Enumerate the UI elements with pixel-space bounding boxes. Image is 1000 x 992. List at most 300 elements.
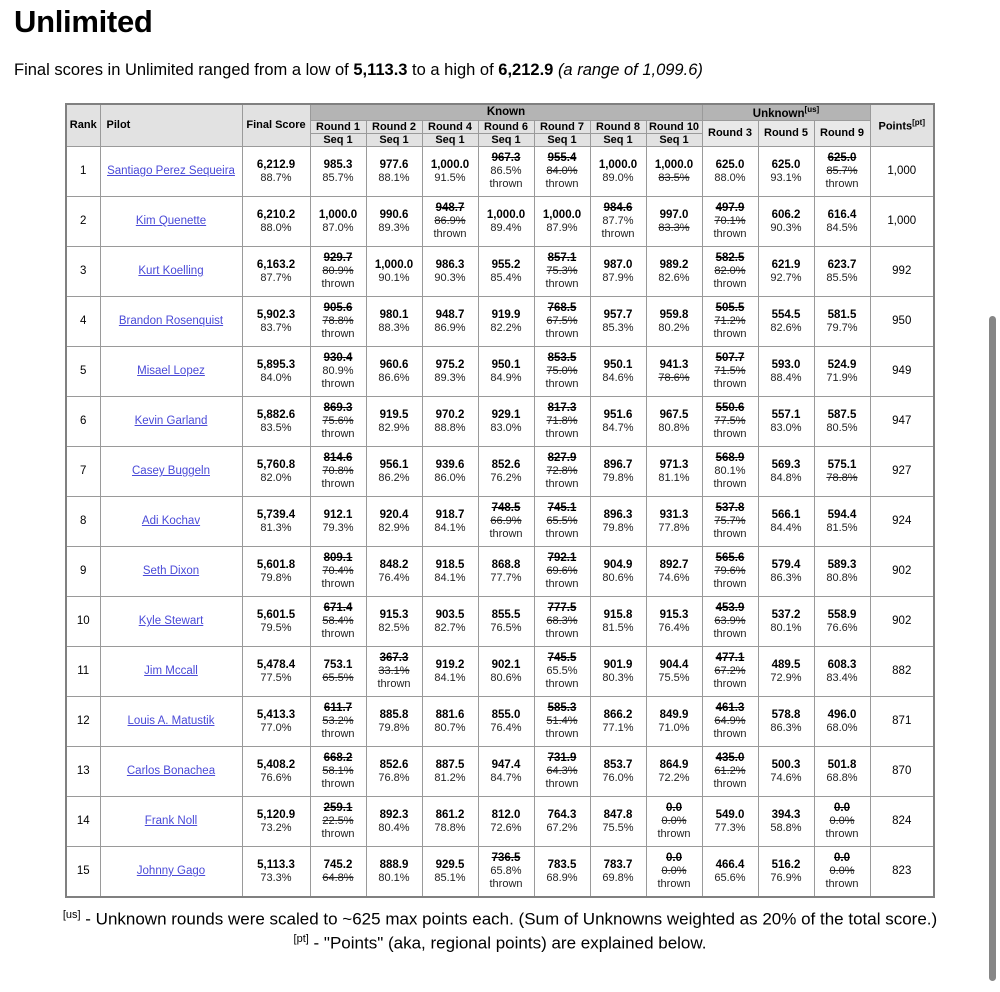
score-thrown-label: thrown <box>601 228 635 241</box>
score-value: 919.2 <box>435 658 465 671</box>
score-thrown-label: thrown <box>825 878 859 891</box>
score-percent: 86.3% <box>770 721 802 734</box>
scores-table <box>65 103 935 898</box>
pilot-link[interactable]: Casey Buggeln <box>132 465 210 478</box>
header-known-seq-5: Seq 1 <box>534 133 590 146</box>
score-thrown-label: thrown <box>545 328 579 341</box>
table-row <box>66 546 934 596</box>
score-percent: 64.9% <box>714 715 746 727</box>
score-percent: 77.8% <box>658 521 690 534</box>
score-thrown-label: thrown <box>825 828 859 841</box>
score-percent: 76.9% <box>770 871 802 884</box>
header-pilot: Pilot <box>100 104 242 146</box>
header-known-round-5: Round 7 <box>534 120 590 133</box>
cell-known-round-4 <box>478 296 534 346</box>
cell-known-round-6 <box>590 596 646 646</box>
score-value: 578.8 <box>771 708 801 721</box>
cell-known-round-5 <box>534 646 590 696</box>
score-value: 581.5 <box>827 308 857 321</box>
score-percent: 82.5% <box>378 621 410 634</box>
cell-unknown-round-3 <box>814 396 870 446</box>
score-percent: 88.1% <box>378 171 410 184</box>
score-value: 915.3 <box>659 608 689 621</box>
score-percent: 88.8% <box>434 421 466 434</box>
cell-points: 992 <box>870 246 934 296</box>
score-percent: 80.6% <box>602 571 634 584</box>
cell-known-round-2 <box>366 446 422 496</box>
cell-known-round-6 <box>590 546 646 596</box>
score-percent: 65.5% <box>546 515 578 527</box>
score-percent: 78.8% <box>434 821 466 834</box>
score-percent: 84.5% <box>826 221 858 234</box>
pilot-link[interactable]: Kurt Koelling <box>138 265 204 278</box>
score-percent: 82.0% <box>260 471 292 484</box>
score-percent: 80.7% <box>434 721 466 734</box>
summary-low-score: 5,113.3 <box>353 60 408 79</box>
score-thrown-label: thrown <box>377 678 411 691</box>
cell-known-round-5 <box>534 446 590 496</box>
score-percent: 85.3% <box>602 321 634 334</box>
score-value: 902.1 <box>491 658 521 671</box>
header-known-seq-1: Seq 1 <box>310 133 366 146</box>
score-percent: 87.7% <box>260 271 292 284</box>
score-percent: 71.9% <box>826 371 858 384</box>
cell-known-round-3 <box>422 546 478 596</box>
score-value: 558.9 <box>827 608 857 621</box>
score-percent: 84.9% <box>490 371 522 384</box>
score-value: 554.5 <box>771 308 801 321</box>
cell-unknown-round-3 <box>814 596 870 646</box>
score-value: 585.3 <box>547 701 577 714</box>
cell-known-round-7 <box>646 746 702 796</box>
score-percent: 82.6% <box>770 321 802 334</box>
cell-unknown-round-2 <box>758 346 814 396</box>
pilot-link[interactable]: Santiago Perez Sequeira <box>107 165 235 178</box>
cell-known-round-1 <box>310 146 366 196</box>
score-value: 5,413.3 <box>256 708 296 721</box>
score-percent: 77.7% <box>490 571 522 584</box>
cell-points: 927 <box>870 446 934 496</box>
score-value: 505.5 <box>715 301 745 314</box>
cell-known-round-6 <box>590 696 646 746</box>
cell-final-score <box>242 596 310 646</box>
cell-points: 1,000 <box>870 146 934 196</box>
score-percent: 79.3% <box>322 521 354 534</box>
footnote-pt <box>14 932 986 954</box>
cell-known-round-7 <box>646 546 702 596</box>
score-value: 435.0 <box>715 751 745 764</box>
score-value: 980.1 <box>379 308 409 321</box>
score-value: 931.3 <box>659 508 689 521</box>
cell-points: 882 <box>870 646 934 696</box>
cell-known-round-1 <box>310 396 366 446</box>
score-percent: 79.8% <box>378 721 410 734</box>
cell-known-round-7 <box>646 346 702 396</box>
score-value: 853.7 <box>603 758 633 771</box>
score-value: 809.1 <box>323 551 353 564</box>
score-percent: 65.8% <box>490 865 522 877</box>
score-percent: 75.5% <box>602 821 634 834</box>
score-percent: 78.6% <box>658 371 690 384</box>
score-value: 887.5 <box>435 758 465 771</box>
score-value: 852.6 <box>491 458 521 471</box>
cell-known-round-1 <box>310 496 366 546</box>
score-value: 919.5 <box>379 408 409 421</box>
header-unknown-round-2: Round 5 <box>758 120 814 146</box>
score-percent: 71.5% <box>714 365 746 377</box>
score-value: 6,212.9 <box>256 158 296 171</box>
score-value: 912.1 <box>323 508 353 521</box>
score-value: 745.2 <box>323 858 353 871</box>
footnote-us <box>14 908 986 930</box>
pilot-link[interactable]: Johnny Gago <box>136 865 206 878</box>
pilot-link[interactable]: Jim Mccall <box>144 665 198 678</box>
header-unknown-superscript: [us] <box>804 105 820 115</box>
cell-known-round-1 <box>310 446 366 496</box>
score-percent: 73.2% <box>260 821 292 834</box>
score-value: 625.0 <box>715 158 745 171</box>
score-percent: 90.3% <box>434 271 466 284</box>
score-value: 259.1 <box>323 801 353 814</box>
score-value: 918.7 <box>435 508 465 521</box>
cell-known-round-7 <box>646 296 702 346</box>
cell-known-round-2 <box>366 796 422 846</box>
summary-text <box>14 60 986 81</box>
cell-unknown-round-1 <box>702 146 758 196</box>
cell-known-round-1 <box>310 546 366 596</box>
score-percent: 85.7% <box>322 171 354 184</box>
score-value: 5,739.4 <box>256 508 296 521</box>
score-thrown-label: thrown <box>489 178 523 191</box>
score-percent: 83.5% <box>658 171 690 184</box>
score-percent: 58.1% <box>322 765 354 777</box>
score-thrown-label: thrown <box>321 578 355 591</box>
header-unknown-round-3: Round 9 <box>814 120 870 146</box>
score-percent: 72.2% <box>658 771 690 784</box>
cell-final-score <box>242 546 310 596</box>
score-percent: 81.5% <box>826 521 858 534</box>
score-percent: 89.3% <box>434 371 466 384</box>
cell-known-round-2 <box>366 296 422 346</box>
cell-final-score <box>242 196 310 246</box>
score-percent: 72.6% <box>490 821 522 834</box>
score-percent: 66.9% <box>490 515 522 527</box>
header-group-known: Known <box>310 104 702 120</box>
cell-unknown-round-2 <box>758 196 814 246</box>
score-value: 5,882.6 <box>256 408 296 421</box>
header-unknown-round-1: Round 3 <box>702 120 758 146</box>
score-percent: 84.1% <box>434 521 466 534</box>
score-value: 783.5 <box>547 858 577 871</box>
score-value: 745.5 <box>547 651 577 664</box>
score-percent: 79.7% <box>826 321 858 334</box>
cell-points: 871 <box>870 696 934 746</box>
score-percent: 76.6% <box>826 621 858 634</box>
cell-known-round-5 <box>534 296 590 346</box>
cell-known-round-6 <box>590 746 646 796</box>
score-value: 537.2 <box>771 608 801 621</box>
score-thrown-label: thrown <box>545 628 579 641</box>
cell-unknown-round-3 <box>814 246 870 296</box>
score-thrown-label: thrown <box>545 278 579 291</box>
page-scrollbar[interactable] <box>986 4 1000 992</box>
score-value: 549.0 <box>715 808 745 821</box>
score-percent: 86.2% <box>378 471 410 484</box>
cell-final-score <box>242 696 310 746</box>
cell-known-round-7 <box>646 396 702 446</box>
cell-known-round-1 <box>310 196 366 246</box>
score-value: 394.3 <box>771 808 801 821</box>
score-thrown-label: thrown <box>713 728 747 741</box>
score-percent: 76.0% <box>602 771 634 784</box>
score-value: 625.0 <box>771 158 801 171</box>
score-value: 901.9 <box>603 658 633 671</box>
cell-rank: 1 <box>66 146 100 196</box>
score-percent: 76.4% <box>378 571 410 584</box>
cell-known-round-3 <box>422 696 478 746</box>
score-value: 537.8 <box>715 501 745 514</box>
cell-known-round-1 <box>310 746 366 796</box>
score-percent: 82.9% <box>378 521 410 534</box>
score-percent: 80.8% <box>658 421 690 434</box>
cell-unknown-round-1 <box>702 496 758 546</box>
cell-unknown-round-1 <box>702 446 758 496</box>
header-known-round-2: Round 2 <box>366 120 422 133</box>
score-value: 594.4 <box>827 508 857 521</box>
score-value: 6,210.2 <box>256 208 296 221</box>
cell-unknown-round-2 <box>758 496 814 546</box>
score-value: 1,000.0 <box>430 158 470 171</box>
cell-unknown-round-3 <box>814 746 870 796</box>
score-thrown-label: thrown <box>545 728 579 741</box>
cell-final-score <box>242 846 310 897</box>
score-percent: 77.5% <box>714 415 746 427</box>
score-percent: 67.2% <box>714 665 746 677</box>
cell-rank: 9 <box>66 546 100 596</box>
header-known-seq-3: Seq 1 <box>422 133 478 146</box>
score-thrown-label: thrown <box>713 778 747 791</box>
cell-known-round-7 <box>646 596 702 646</box>
cell-unknown-round-2 <box>758 446 814 496</box>
score-percent: 0.0% <box>661 815 687 827</box>
pilot-link[interactable]: Kevin Garland <box>134 415 208 428</box>
cell-known-round-6 <box>590 146 646 196</box>
score-value: 986.3 <box>435 258 465 271</box>
score-percent: 82.0% <box>714 265 746 277</box>
score-percent: 74.6% <box>658 571 690 584</box>
score-value: 947.4 <box>491 758 521 771</box>
table-row <box>66 696 934 746</box>
cell-unknown-round-2 <box>758 646 814 696</box>
score-percent: 61.2% <box>714 765 746 777</box>
score-value: 5,895.3 <box>256 358 296 371</box>
cell-known-round-2 <box>366 146 422 196</box>
cell-known-round-4 <box>478 846 534 897</box>
score-value: 990.6 <box>379 208 409 221</box>
score-percent: 81.2% <box>434 771 466 784</box>
table-row <box>66 596 934 646</box>
cell-known-round-2 <box>366 396 422 446</box>
score-percent: 75.3% <box>546 265 578 277</box>
cell-known-round-4 <box>478 396 534 446</box>
score-percent: 74.6% <box>770 771 802 784</box>
score-value: 497.9 <box>715 201 745 214</box>
score-thrown-label: thrown <box>545 378 579 391</box>
score-percent: 84.8% <box>770 471 802 484</box>
cell-rank: 10 <box>66 596 100 646</box>
cell-unknown-round-1 <box>702 246 758 296</box>
score-value: 967.3 <box>491 151 521 164</box>
score-percent: 82.7% <box>434 621 466 634</box>
score-percent: 68.0% <box>826 721 858 734</box>
cell-known-round-5 <box>534 796 590 846</box>
table-row <box>66 296 934 346</box>
page-scrollbar-thumb[interactable] <box>989 316 996 981</box>
score-value: 939.6 <box>435 458 465 471</box>
score-value: 5,902.3 <box>256 308 296 321</box>
pilot-link[interactable]: Misael Lopez <box>137 365 205 378</box>
pilot-link[interactable]: Brandon Rosenquist <box>118 315 224 328</box>
score-percent: 68.3% <box>546 615 578 627</box>
footnote-pt-superscript: [pt] <box>293 933 309 946</box>
cell-known-round-2 <box>366 846 422 897</box>
score-percent: 90.3% <box>770 221 802 234</box>
score-percent: 77.5% <box>260 671 292 684</box>
score-percent: 71.8% <box>546 415 578 427</box>
score-percent: 84.1% <box>434 571 466 584</box>
cell-points: 870 <box>870 746 934 796</box>
score-percent: 70.8% <box>322 465 354 477</box>
cell-unknown-round-1 <box>702 746 758 796</box>
score-value: 892.3 <box>379 808 409 821</box>
cell-unknown-round-3 <box>814 346 870 396</box>
score-value: 948.7 <box>435 201 465 214</box>
cell-known-round-4 <box>478 746 534 796</box>
score-thrown-label: thrown <box>545 578 579 591</box>
score-value: 569.3 <box>771 458 801 471</box>
score-thrown-label: thrown <box>713 678 747 691</box>
score-percent: 69.6% <box>546 565 578 577</box>
cell-known-round-2 <box>366 496 422 546</box>
score-thrown-label: thrown <box>321 428 355 441</box>
score-value: 977.6 <box>379 158 409 171</box>
cell-pilot <box>100 646 242 696</box>
pilot-link[interactable]: Adi Kochav <box>141 515 201 528</box>
score-value: 959.8 <box>659 308 689 321</box>
score-percent: 83.4% <box>826 671 858 684</box>
pilot-link[interactable]: Carlos Bonachea <box>126 765 216 778</box>
cell-known-round-2 <box>366 346 422 396</box>
score-value: 616.4 <box>827 208 857 221</box>
score-value: 606.2 <box>771 208 801 221</box>
score-value: 453.9 <box>715 601 745 614</box>
cell-known-round-1 <box>310 346 366 396</box>
footnotes <box>14 908 986 955</box>
score-percent: 72.8% <box>546 465 578 477</box>
score-value: 565.6 <box>715 551 745 564</box>
score-percent: 87.7% <box>602 215 634 227</box>
score-percent: 92.7% <box>770 271 802 284</box>
score-thrown-label: thrown <box>713 328 747 341</box>
score-value: 501.8 <box>827 758 857 771</box>
score-value: 919.9 <box>491 308 521 321</box>
cell-pilot <box>100 796 242 846</box>
cell-points: 824 <box>870 796 934 846</box>
score-value: 792.1 <box>547 551 577 564</box>
table-row <box>66 646 934 696</box>
header-points-label: Points <box>878 120 913 133</box>
cell-unknown-round-3 <box>814 696 870 746</box>
cell-unknown-round-3 <box>814 196 870 246</box>
score-value: 575.1 <box>827 458 857 471</box>
header-group-unknown <box>702 104 870 120</box>
score-value: 929.7 <box>323 251 353 264</box>
cell-known-round-6 <box>590 646 646 696</box>
cell-known-round-6 <box>590 296 646 346</box>
pilot-link[interactable]: Kyle Stewart <box>138 615 204 628</box>
score-percent: 84.1% <box>434 671 466 684</box>
cell-points: 902 <box>870 596 934 646</box>
score-percent: 53.2% <box>322 715 354 727</box>
pilot-link[interactable]: Frank Noll <box>144 815 198 828</box>
score-percent: 88.4% <box>770 371 802 384</box>
cell-final-score <box>242 496 310 546</box>
cell-unknown-round-2 <box>758 746 814 796</box>
score-value: 582.5 <box>715 251 745 264</box>
table-row <box>66 846 934 897</box>
cell-unknown-round-2 <box>758 296 814 346</box>
score-value: 1,000.0 <box>598 158 638 171</box>
score-percent: 86.0% <box>434 471 466 484</box>
header-known-round-6: Round 8 <box>590 120 646 133</box>
score-percent: 83.7% <box>260 321 292 334</box>
score-percent: 79.5% <box>260 621 292 634</box>
cell-unknown-round-1 <box>702 346 758 396</box>
score-value: 611.7 <box>323 701 353 714</box>
score-percent: 77.1% <box>602 721 634 734</box>
score-thrown-label: thrown <box>321 378 355 391</box>
score-value: 367.3 <box>379 651 409 664</box>
cell-rank: 4 <box>66 296 100 346</box>
cell-known-round-7 <box>646 196 702 246</box>
cell-unknown-round-2 <box>758 546 814 596</box>
cell-known-round-7 <box>646 846 702 897</box>
cell-known-round-4 <box>478 196 534 246</box>
score-percent: 88.3% <box>378 321 410 334</box>
score-value: 847.8 <box>603 808 633 821</box>
score-percent: 83.5% <box>260 421 292 434</box>
score-value: 668.2 <box>323 751 353 764</box>
score-value: 5,120.9 <box>256 808 296 821</box>
score-percent: 78.8% <box>322 315 354 327</box>
summary-mid: to a high of <box>407 60 499 79</box>
score-value: 5,113.3 <box>257 858 295 871</box>
table-row <box>66 346 934 396</box>
score-value: 903.5 <box>435 608 465 621</box>
score-value: 568.9 <box>715 451 745 464</box>
score-percent: 76.4% <box>658 621 690 634</box>
score-value: 853.5 <box>547 351 577 364</box>
cell-unknown-round-3 <box>814 146 870 196</box>
pilot-link[interactable]: Seth Dixon <box>142 565 200 578</box>
cell-pilot <box>100 596 242 646</box>
pilot-link[interactable]: Kim Quenette <box>135 215 207 228</box>
cell-final-score <box>242 446 310 496</box>
header-known-round-3: Round 4 <box>422 120 478 133</box>
cell-pilot <box>100 246 242 296</box>
cell-rank: 14 <box>66 796 100 846</box>
pilot-link[interactable]: Louis A. Matustik <box>127 715 215 728</box>
